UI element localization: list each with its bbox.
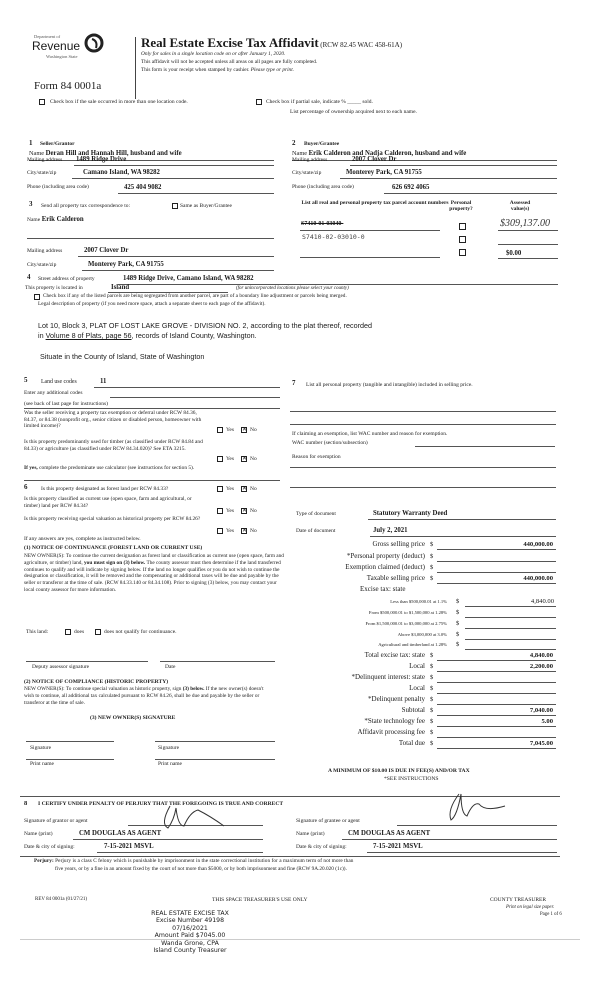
no-checkbox-checked[interactable]: ✕ bbox=[242, 427, 248, 433]
segregated-checkbox[interactable] bbox=[34, 294, 40, 300]
header-note-3: This form is your receipt when stamped by cashier. bbox=[141, 67, 250, 73]
multi-location-checkbox[interactable] bbox=[39, 99, 45, 105]
print-name-label: Print name bbox=[158, 761, 182, 767]
currency-sign: $ bbox=[456, 598, 460, 605]
no-label: No bbox=[250, 508, 257, 514]
fee-label: Less than $500,000.01 at 1.1% bbox=[390, 599, 447, 604]
minimum-note: A MINIMUM OF $10.00 IS DUE IN FEE(S) AND/OR TAX bbox=[328, 768, 470, 774]
header-divider bbox=[135, 37, 136, 99]
perjury-text: five years, or by a fine in an amount fixed by the court of not more than $5000, or by both imprisonment and fine (RCW 9A.20.020 (1c)). bbox=[55, 866, 347, 872]
treasurer-use-label: THIS SPACE TREASURER'S USE ONLY bbox=[212, 897, 308, 903]
section-number: 7 bbox=[292, 379, 296, 387]
currency-sign: $ bbox=[430, 718, 434, 725]
correspondence-name-label: Name bbox=[27, 217, 41, 223]
legal-description-label: Legal description of property (if you need more space, attach a separate sheet to each page of the affidavit). bbox=[38, 301, 266, 307]
no-label: No bbox=[250, 456, 257, 462]
fee-label: Gross selling price bbox=[372, 540, 425, 548]
grantee-name-label: Name (print) bbox=[296, 831, 325, 837]
fee-value-field[interactable]: 440,000.00 bbox=[523, 575, 553, 582]
fee-label: Taxable selling price bbox=[366, 574, 425, 582]
currency-sign: $ bbox=[430, 674, 434, 681]
personal-property-header: Personal property? bbox=[449, 200, 473, 213]
fee-label: Local bbox=[409, 684, 425, 692]
grantor-signature-label: Signature of grantor or agent bbox=[24, 818, 88, 824]
no-checkbox-checked[interactable]: ✕ bbox=[242, 508, 248, 514]
reason-label: Reason for exemption bbox=[292, 454, 341, 460]
section-number: 3 bbox=[29, 200, 33, 208]
stamp-date: 07/16/2021 bbox=[172, 924, 208, 932]
legal-text: in bbox=[38, 331, 46, 340]
currency-sign: $ bbox=[430, 553, 434, 560]
buyer-mailing-label: Mailing address bbox=[292, 157, 328, 163]
form-number: Form 84 0001a bbox=[34, 80, 102, 92]
historical-question: Is this property receiving special valuation as historical property per RCW 84.26? bbox=[24, 516, 201, 522]
notice-bold: (3) below. bbox=[182, 686, 205, 692]
print-name-label: Print name bbox=[30, 761, 54, 767]
fee-label: Exemption claimed (deduct) bbox=[345, 563, 425, 571]
fee-value-field[interactable]: 7,040.00 bbox=[529, 707, 553, 714]
currency-sign: $ bbox=[430, 707, 434, 714]
fee-label: Subtotal bbox=[401, 706, 425, 714]
signature-label: Signature bbox=[158, 745, 180, 751]
grantee-signature-label: Signature of grantee or agent bbox=[296, 818, 360, 824]
notice-text: If the new owner(s) doesn't wish to continue, all additional tax calculated pursuant to RCW 84.26, shall be due and payable by the seller or transferor at the time of sale. bbox=[24, 686, 264, 706]
treasurer-stamp bbox=[110, 910, 270, 954]
ownership-note: List percentage of ownership acquired next to each name. bbox=[290, 109, 417, 115]
notice-continuance-title: (1) NOTICE OF CONTINUANCE (FOREST LAND OR CURRENT USE) bbox=[24, 545, 203, 551]
yes-label: Yes bbox=[226, 508, 235, 514]
timber-question: Is this property predominantly used for timber (as classified under RCW 84.84 and 84.33) or agriculture (as classified under RCW 84.34.020)? See ETA 3215. bbox=[24, 439, 203, 452]
yes-checkbox[interactable] bbox=[217, 427, 223, 433]
currency-sign: $ bbox=[430, 564, 434, 571]
new-owner-signature-title: (3) NEW OWNER(S) SIGNATURE bbox=[90, 715, 176, 721]
signature-label: Signature bbox=[30, 745, 52, 751]
stamp-treasurer-name: Wanda Grone, CPA bbox=[161, 939, 219, 947]
document-date-field[interactable]: July 2, 2021 bbox=[373, 527, 408, 534]
yes-label: Yes bbox=[226, 427, 235, 433]
currency-sign: $ bbox=[456, 609, 460, 616]
seller-phone-field[interactable]: 425 404 9082 bbox=[124, 184, 162, 191]
fee-value-field[interactable]: 4,840.00 bbox=[530, 598, 554, 605]
no-checkbox-checked[interactable]: ✕ bbox=[242, 486, 248, 492]
fee-value-field[interactable]: 440,000.00 bbox=[523, 541, 553, 548]
fee-label: Total excise tax: state bbox=[364, 651, 425, 659]
yes-checkbox[interactable] bbox=[217, 528, 223, 534]
section-number: 6 bbox=[24, 483, 28, 491]
segregated-label: Check box if any of the listed parcels are being segregated from another parcel, are part of a boundary line adjustment or parcels being merged. bbox=[43, 293, 347, 299]
county-treasurer-label: COUNTY TREASURER bbox=[490, 897, 547, 903]
located-note: (for unincorporated locations please select your county) bbox=[236, 286, 349, 291]
fee-section-heading: Excise tax: state bbox=[360, 585, 406, 593]
personal-property-checkbox[interactable] bbox=[459, 223, 466, 230]
does-not-qualify-checkbox[interactable] bbox=[95, 629, 101, 635]
no-label: No bbox=[250, 427, 257, 433]
forest-land-question: Is this property designated as forest land per RCW 84.33? bbox=[41, 486, 169, 492]
correspondence-city-label: City/state/zip bbox=[27, 262, 57, 268]
grantee-signature-icon bbox=[445, 790, 515, 824]
certify-statement: I CERTIFY UNDER PENALTY OF PERJURY THAT THE FOREGOING IS TRUE AND CORRECT bbox=[38, 801, 284, 807]
this-land-label: This land: bbox=[26, 629, 49, 635]
assessed-value-field[interactable]: $0.00 bbox=[506, 250, 522, 257]
parcel-number-field[interactable]: S7410-02-03010-0 bbox=[302, 233, 365, 241]
if-any-note: If any answers are yes, complete as instructed below. bbox=[24, 536, 141, 542]
seller-name-value[interactable]: Deran Hill and Hannah Hill, husband and wife bbox=[45, 150, 182, 157]
fee-label: Above $3,000,000 at 3.0% bbox=[397, 632, 447, 637]
does-label: does bbox=[74, 629, 85, 635]
stamp-office: Island County Treasurer bbox=[153, 947, 227, 955]
yes-label: Yes bbox=[226, 456, 235, 462]
document-type-field[interactable]: Statutory Warranty Deed bbox=[373, 510, 448, 517]
does-qualify-checkbox[interactable] bbox=[65, 629, 71, 635]
additional-codes-label: Enter any additional codes bbox=[24, 390, 83, 396]
yes-label: Yes bbox=[226, 486, 235, 492]
notice-bold: you must sign on (3) below. bbox=[84, 559, 146, 566]
header-note-3-italic: Please type or print. bbox=[250, 67, 294, 73]
grantor-name-field[interactable]: CM DOUGLAS AS AGENT bbox=[79, 830, 162, 837]
logo-name: Revenue bbox=[32, 39, 81, 53]
fee-label: From $500,000.01 to $1,500,000 at 1.28% bbox=[368, 610, 447, 615]
personal-property-checkbox[interactable] bbox=[459, 236, 466, 243]
stamp-excise-number: Excise Number 49198 bbox=[155, 917, 225, 925]
currency-sign: $ bbox=[430, 729, 434, 736]
exemption-question: Was the seller receiving a property tax exemption or deferral under RCW 84.36, 84.37, or 84.38 (nonprofit org., senior citizen or disabled person, homeowner with limited income)? bbox=[24, 410, 202, 430]
if-yes-text: complete the predominate use calculator (see instructions for section 5). bbox=[37, 465, 195, 471]
partial-sale-checkbox[interactable] bbox=[256, 99, 262, 105]
yes-checkbox[interactable] bbox=[217, 486, 223, 492]
seller-city-label: City/state/zip bbox=[27, 170, 57, 176]
legal-text: , records of Island County, Washington. bbox=[131, 331, 257, 340]
currency-sign: $ bbox=[430, 541, 434, 548]
no-label: No bbox=[250, 486, 257, 492]
fee-label: Total due bbox=[398, 739, 425, 747]
does-not-label: does not qualify for continuance. bbox=[104, 629, 177, 635]
situate-text: Situate in the County of Island, State of Washington bbox=[40, 352, 205, 361]
section-number: 1 bbox=[29, 139, 33, 147]
currency-sign: $ bbox=[430, 685, 434, 692]
no-checkbox-checked[interactable]: ✕ bbox=[242, 456, 248, 462]
correspondence-name-field[interactable]: Erik Calderon bbox=[41, 216, 84, 223]
buyer-phone-label: Phone (including area code) bbox=[292, 184, 354, 190]
yes-label: Yes bbox=[226, 528, 235, 534]
see-instructions: *SEE INSTRUCTIONS bbox=[384, 776, 439, 782]
plat-reference: Volume 8 of Plats, page 56 bbox=[45, 331, 132, 340]
fee-label: *Delinquent penalty bbox=[368, 695, 425, 703]
stamp-amount-paid: Amount Paid $7045.00 bbox=[154, 932, 226, 940]
perjury-bold: Perjury: bbox=[34, 858, 54, 864]
buyer-city-label: City/state/zip bbox=[292, 170, 322, 176]
exemption-intro: If claiming an exemption, list WAC number and reason for exemption. bbox=[292, 431, 448, 437]
buyer-phone-field[interactable]: 626 692 4065 bbox=[392, 184, 430, 191]
header-note-1: Only for sales in a single location code on or after January 1, 2020. bbox=[141, 51, 286, 57]
logo-state: Washington State bbox=[46, 54, 78, 59]
seller-mailing-label: Mailing address bbox=[27, 157, 63, 163]
revenue-logo-mark-icon bbox=[84, 33, 104, 53]
correspondence-city-field[interactable]: Monterey Park, CA 91755 bbox=[88, 261, 164, 268]
seller-heading: Seller/Grantor bbox=[40, 141, 75, 147]
yes-checkbox[interactable] bbox=[217, 456, 223, 462]
deputy-date-label: Date bbox=[165, 664, 176, 670]
land-use-label: Land use codes bbox=[41, 379, 77, 385]
located-in-label: This property is located in bbox=[25, 285, 83, 291]
buyer-heading: Buyer/Grantee bbox=[304, 141, 340, 147]
current-use-question: Is this property classified as current use (open space, farm and agricultural, or timber) land per RCW 84.34? bbox=[24, 496, 192, 509]
correspondence-mailing-label: Mailing address bbox=[27, 248, 63, 254]
currency-sign: $ bbox=[456, 631, 460, 638]
seller-name-label: Name bbox=[29, 150, 45, 157]
form-revision: REV 84 0001a (01/27/21) bbox=[35, 897, 87, 902]
legal-description-line: Lot 10, Block 3, PLAT OF LOST LAKE GROVE - DIVISION NO. 2, according to the plat thereof, recorded bbox=[38, 321, 372, 330]
correspondence-label: Send all property tax correspondence to: bbox=[41, 203, 131, 209]
no-label: No bbox=[250, 528, 257, 534]
section-number: 5 bbox=[24, 376, 28, 384]
header-note-2: This affidavit will not be accepted unless all areas on all pages are fully completed. bbox=[141, 59, 318, 65]
multi-location-label: Check box if the sale occurred in more than one location code. bbox=[50, 99, 188, 105]
personal-property-checkbox[interactable] bbox=[459, 249, 466, 256]
page-number: Page 1 of 6 bbox=[540, 912, 562, 917]
currency-sign: $ bbox=[456, 620, 460, 627]
currency-sign: $ bbox=[430, 652, 434, 659]
document-type-label: Type of document bbox=[296, 511, 336, 517]
currency-sign: $ bbox=[430, 663, 434, 670]
seller-city-field[interactable]: Camano Island, WA 98282 bbox=[83, 169, 160, 176]
wac-number-label: WAC number (section/subsection) bbox=[292, 440, 368, 446]
land-use-code-field[interactable]: 11 bbox=[100, 378, 107, 385]
fee-label: *State technology fee bbox=[364, 717, 425, 725]
grantee-date-label: Date & city of signing: bbox=[296, 844, 347, 850]
buyer-mailing-field[interactable]: 2007 Clover Dr bbox=[352, 156, 397, 163]
fee-label: Affidavit processing fee bbox=[357, 728, 425, 736]
partial-sale-label: Check box if partial sale, indicate % _____ sold. bbox=[266, 99, 373, 105]
grantor-name-label: Name (print) bbox=[24, 831, 53, 837]
assessed-value-field[interactable]: $309,137.00 bbox=[500, 218, 550, 229]
logo-dept: Department of bbox=[34, 34, 61, 39]
currency-sign: $ bbox=[430, 740, 434, 747]
perjury-text: Perjury is a class C felony which is punishable by imprisonment in the state correctional institution for a maximum term of not more than bbox=[53, 858, 354, 864]
grantor-date-field[interactable]: 7-15-2021 MSVL bbox=[104, 843, 154, 850]
notice-text: The county assessor must then determine if the land transferred continues to qualify and will indicate by signing below. If the land no longer qualifies or you do not wish to continue the designation or classification, it will be removed and the compensating or additional taxes will be due and payable by the seller or transferor at the time of sale. (RCW 84.33.140 or 84.34.108). Prior to signing (3) below, you may contact your local county assessor for more information. bbox=[24, 559, 281, 593]
legal-paper-note: Print on legal size paper. bbox=[506, 905, 555, 910]
grantee-name-field[interactable]: CM DOUGLAS AS AGENT bbox=[348, 830, 431, 837]
buyer-name-value[interactable]: Erik Calderon and Nadja Calderon, husband and wife bbox=[308, 150, 467, 157]
same-as-buyer-label: Same as Buyer/Grantee bbox=[180, 203, 232, 209]
street-address-field[interactable]: 1489 Ridge Drive, Camano Island, WA 98282 bbox=[123, 275, 254, 282]
form-title-ref: (RCW 82.45 WAC 458-61A) bbox=[320, 41, 403, 49]
document-date-label: Date of document bbox=[296, 528, 336, 534]
same-as-buyer-checkbox[interactable] bbox=[172, 203, 178, 209]
seller-phone-label: Phone (including area code) bbox=[27, 184, 89, 190]
fee-value-field[interactable]: 2,200.00 bbox=[529, 663, 553, 670]
parcel-numbers-header: List all real and personal property tax parcel account numbers bbox=[301, 200, 449, 206]
personal-property-label: List all personal property (tangible and intangible) included in selling price. bbox=[306, 382, 473, 388]
currency-sign: $ bbox=[430, 696, 434, 703]
section-number: 2 bbox=[292, 139, 296, 147]
fee-value-field[interactable]: 4,840.00 bbox=[529, 652, 553, 659]
fee-label: Local bbox=[409, 662, 425, 670]
street-address-label: Street address of property bbox=[38, 276, 95, 282]
if-yes-bold: If yes, bbox=[24, 465, 38, 471]
currency-sign: $ bbox=[456, 641, 460, 648]
fee-label: Agricultural and timberland at 1.28% bbox=[378, 642, 447, 647]
deputy-signature-label: Deputy assessor signature bbox=[32, 664, 90, 670]
notice-text: NEW OWNER(S): To continue special valuation as historic property, sign bbox=[24, 686, 183, 692]
buyer-name-label: Name bbox=[292, 150, 308, 157]
fee-value-field[interactable]: 7,045.00 bbox=[529, 740, 553, 747]
fee-value-field[interactable]: 5.00 bbox=[541, 718, 553, 725]
no-checkbox-checked[interactable]: ✕ bbox=[242, 528, 248, 534]
grantee-date-field[interactable]: 7-15-2021 MSVL bbox=[373, 843, 423, 850]
section-number: 4 bbox=[27, 273, 31, 281]
parcel-number-field[interactable]: S7410-01-03040- bbox=[301, 221, 344, 227]
footer-rule bbox=[20, 939, 580, 940]
buyer-city-field[interactable]: Monterey Park, CA 91755 bbox=[346, 169, 422, 176]
grantor-signature-icon bbox=[150, 802, 230, 830]
correspondence-mailing-field[interactable]: 2007 Clover Dr bbox=[84, 247, 129, 254]
stamp-line: REAL ESTATE EXCISE TAX bbox=[151, 910, 229, 917]
form-title: Real Estate Excise Tax Affidavit bbox=[141, 35, 319, 50]
seller-mailing-field[interactable]: 1489 Ridge Drive bbox=[76, 156, 127, 163]
see-back-note: (see back of last page for instructions) bbox=[24, 401, 108, 407]
assessed-values-header: Assessed value(s) bbox=[509, 200, 531, 213]
section-number: 8 bbox=[24, 800, 28, 807]
notice-compliance-title: (2) NOTICE OF COMPLIANCE (HISTORIC PROPERTY) bbox=[24, 679, 169, 685]
fee-label: *Delinquent interest: state bbox=[351, 673, 425, 681]
county-field[interactable]: Island bbox=[111, 284, 130, 291]
fee-label: From $1,500,000.01 to $3,000,000 at 2.75% bbox=[365, 621, 447, 626]
yes-checkbox[interactable] bbox=[217, 508, 223, 514]
notice-text: NEW OWNER(S): To continue the current designation as forest land or classification as current use (open space, farm and agriculture, or timber) land, bbox=[24, 553, 284, 566]
grantor-date-label: Date & city of signing: bbox=[24, 844, 75, 850]
fee-label: *Personal property (deduct) bbox=[346, 552, 425, 560]
currency-sign: $ bbox=[430, 575, 434, 582]
